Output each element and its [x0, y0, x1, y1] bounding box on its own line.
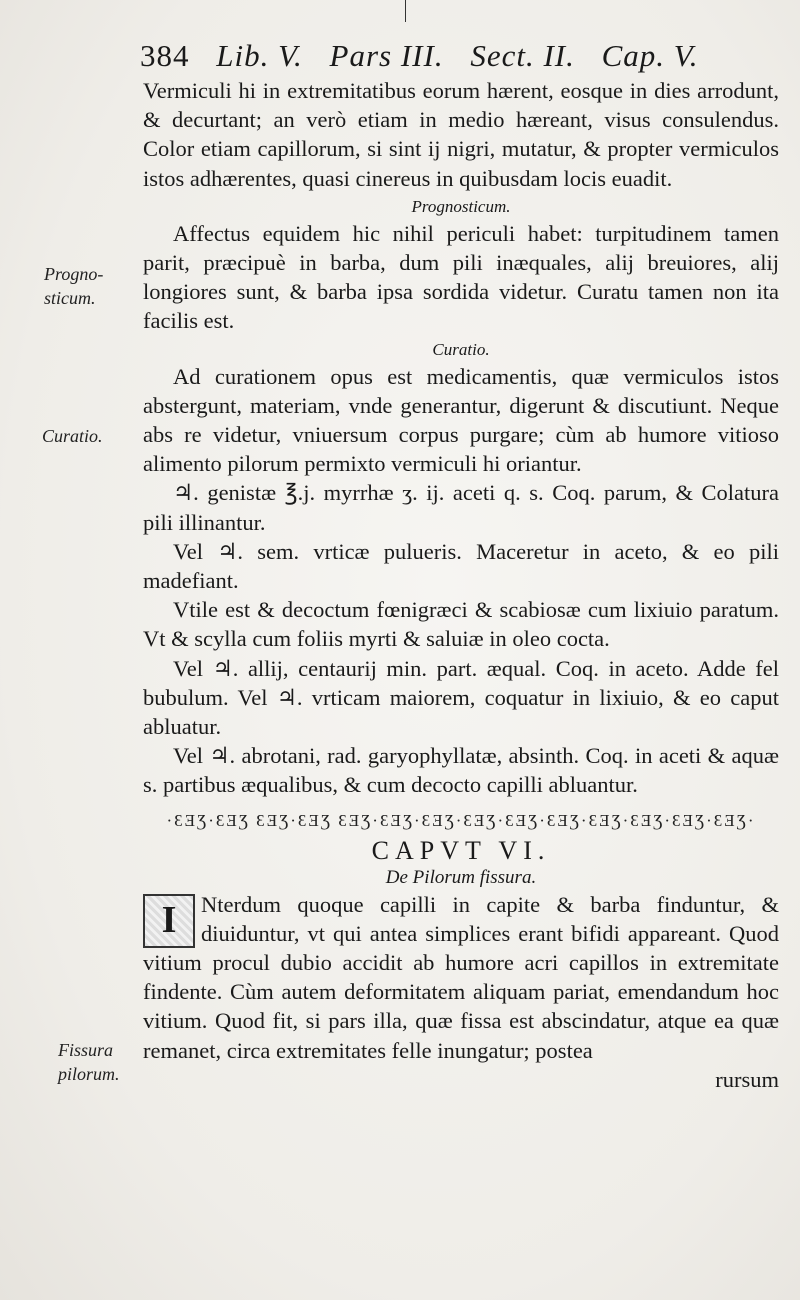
recipe-vrticae: Vel ♃. sem. vrticæ pulueris. Maceretur in aceto, & eo pili madefiant.	[143, 538, 779, 594]
main-text	[143, 76, 779, 1094]
chapter-subtitle: De Pilorum fissura.	[385, 866, 537, 888]
header-part: Pars III.	[329, 38, 444, 73]
paragraph-interdum: Nterdum quoque capilli in capite & barba finduntur, & diuiduntur, vt qui antea simplices erant bifidi appareant. Quod vitium procul dubio accidit ab humore acri capillos in extremitate findente. Cùm autem deformitatem aliquam pariat, emendandum hoc vitium. Quod fit, si pars illa, quæ fissa est abscindatur, atque ea quæ remanet, circa extremitates felle inungatur; postea	[143, 891, 779, 1063]
recipe-genistae: ♃. genistæ ℥.j. myrrhæ ʒ. ij. aceti q. s. Coq. parum, & Colatura pili illinantur.	[143, 480, 779, 535]
recipe-decoctum: Vtile est & decoctum fœnigræci & scabiosæ cum lixiuio paratum. Vt & scylla cum foliis myrti & saluiæ in oleo cocta.	[143, 597, 779, 652]
margin-note-prognosticum: Progno- sticum.	[44, 264, 104, 308]
paragraph-affectus: Affectus equidem hic nihil periculi habet: turpitudinem tamen parit, præcipuè in barba, dum pili inæquales, alij breuiores, alij longiores sunt, & barba ipsa sordida videtur. Curatu tamen non ita facilis est.	[143, 220, 779, 334]
decorated-initial: I	[143, 894, 195, 948]
heading-prognosticum: Prognosticum.	[411, 196, 511, 216]
catchword: rursum	[715, 1066, 779, 1092]
page-number: 384	[140, 38, 190, 73]
margin-note-curatio: Curatio.	[42, 426, 103, 446]
ornamental-divider: ·ƐƎƷ·ƐƎƷ ƐƎƷ·ƐƎƷ ƐƎƷ·ƐƎƷ·ƐƎƷ·ƐƎƷ·ƐƎƷ·ƐƎƷ·ƐƎƷ·ƐƎƷ·ƐƎƷ·ƐƎƷ·	[166, 810, 756, 830]
paragraph-vermiculi: Vermiculi hi in extremitatibus eorum hærent, eosque in dies arrodunt, & decurtant; an verò etiam in medio hæreant, visus consulendus. Color etiam capillorum, si sint ij nigri, mutatur, & propter vermiculos istos adhærentes, quasi cinereus in quibusdam locis euadit.	[143, 78, 779, 191]
heading-curatio: Curatio.	[432, 339, 490, 359]
header-section: Sect. II.	[470, 38, 575, 73]
chapter-title: CAPVT VI.	[371, 835, 551, 865]
recipe-allij: Vel ♃. allij, centaurij min. part. æqual. Coq. in aceto. Adde fel bubulum. Vel ♃. vrticam maiorem, coquatur in lixiuio, & eo caput abluatur.	[143, 655, 779, 740]
page-top-mark	[405, 0, 406, 22]
margin-note-fissura: Fissura pilorum.	[58, 1040, 120, 1084]
paragraph-ad-curationem: Ad curationem opus est medicamentis, quæ vermiculos istos abstergunt, materiam, vnde generantur, digerunt & discutiunt. Neque abs re videtur, vniuersum corpus purgare; cùm ab humore vitioso alimento pilorum permixto vermiculi hi oriantur.	[143, 363, 779, 477]
chapter-opening	[143, 890, 779, 1065]
recipe-abrotani: Vel ♃. abrotani, rad. garyophyllatæ, absinth. Coq. in aceti & aquæ s. partibus æqualibus, & cum decocto capilli abluantur.	[143, 743, 779, 798]
running-header	[140, 38, 780, 74]
header-book: Lib. V.	[216, 38, 303, 73]
header-chapter: Cap. V.	[601, 38, 699, 73]
